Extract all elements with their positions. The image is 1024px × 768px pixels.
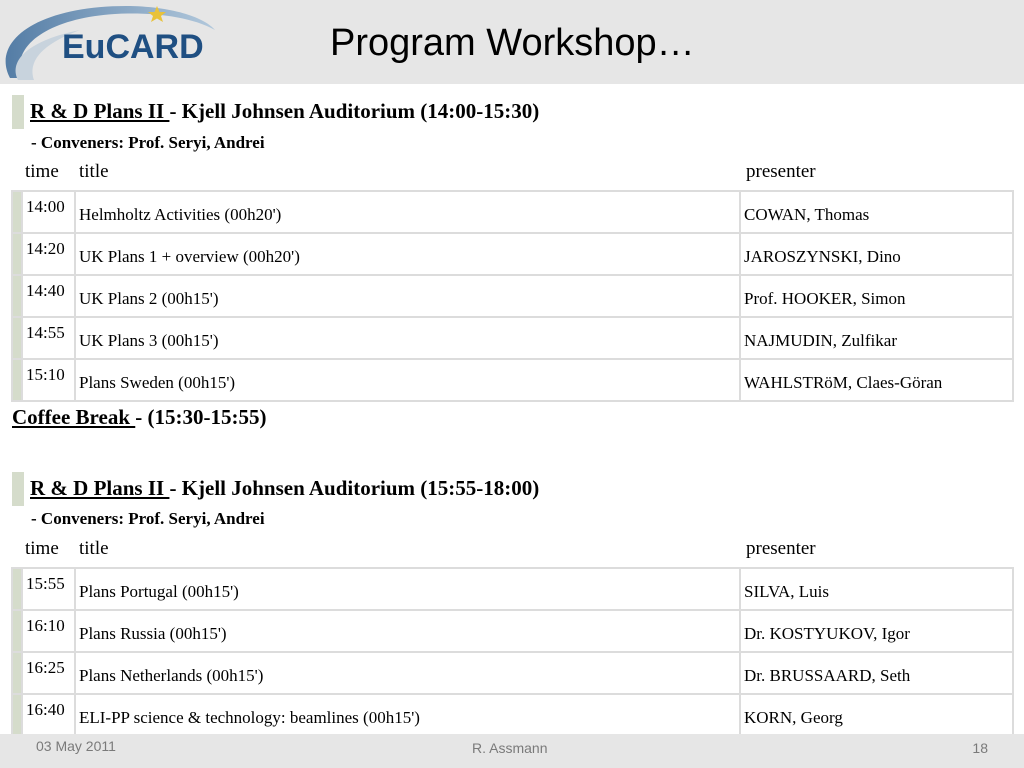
row-presenter: SILVA, Luis xyxy=(740,568,1013,610)
session-marker xyxy=(12,95,24,129)
session-name-link[interactable]: R & D Plans II xyxy=(30,476,170,500)
column-header-time: time xyxy=(25,538,59,559)
coffee-break-link[interactable]: Coffee Break xyxy=(12,405,136,429)
row-time: 16:40 xyxy=(22,694,75,736)
row-presenter: JAROSZYNSKI, Dino xyxy=(740,233,1013,275)
session-location-time: - Kjell Johnsen Auditorium (14:00-15:30) xyxy=(169,99,540,123)
table-row xyxy=(12,359,1013,401)
slide-title: Program Workshop… xyxy=(330,22,695,64)
column-header-title: title xyxy=(79,161,109,182)
column-header-presenter: presenter xyxy=(746,161,816,182)
page-number: 18 xyxy=(972,740,988,756)
table-row xyxy=(12,568,1013,610)
column-header-presenter: presenter xyxy=(746,538,816,559)
row-title: Plans Netherlands (00h15') xyxy=(75,652,740,694)
slide-header xyxy=(0,0,1024,84)
column-header-time: time xyxy=(25,161,59,182)
column-header-title: title xyxy=(79,538,109,559)
row-presenter: COWAN, Thomas xyxy=(740,191,1013,233)
table-row xyxy=(12,233,1013,275)
row-title: UK Plans 3 (00h15') xyxy=(75,317,740,359)
table-row xyxy=(12,694,1013,736)
row-time: 15:55 xyxy=(22,568,75,610)
row-marker xyxy=(12,317,22,359)
coffee-break-heading xyxy=(12,405,266,430)
session-conveners: - Conveners: Prof. Seryi, Andrei xyxy=(31,133,265,152)
row-time: 14:00 xyxy=(22,191,75,233)
row-time: 14:55 xyxy=(22,317,75,359)
row-title: Plans Portugal (00h15') xyxy=(75,568,740,610)
table-row xyxy=(12,317,1013,359)
session-heading xyxy=(12,95,992,129)
row-marker xyxy=(12,275,22,317)
session-name-link[interactable]: R & D Plans II xyxy=(30,99,170,123)
row-title: ELI-PP science & technology: beamlines (00h15') xyxy=(75,694,740,736)
row-time: 14:40 xyxy=(22,275,75,317)
row-marker xyxy=(12,694,22,736)
footer-date: 03 May 2011 xyxy=(36,738,116,754)
row-presenter: WAHLSTRöM, Claes-Göran xyxy=(740,359,1013,401)
slide-footer xyxy=(0,734,1024,768)
row-title: UK Plans 1 + overview (00h20') xyxy=(75,233,740,275)
table-row xyxy=(12,610,1013,652)
eucard-logo xyxy=(0,0,230,84)
row-title: Plans Sweden (00h15') xyxy=(75,359,740,401)
row-title: Helmholtz Activities (00h20') xyxy=(75,191,740,233)
coffee-break-time: - (15:30-15:55) xyxy=(135,405,267,429)
row-marker xyxy=(12,233,22,275)
row-time: 16:25 xyxy=(22,652,75,694)
session-marker xyxy=(12,472,24,506)
session-location-time: - Kjell Johnsen Auditorium (15:55-18:00) xyxy=(169,476,540,500)
row-marker xyxy=(12,359,22,401)
row-time: 14:20 xyxy=(22,233,75,275)
row-presenter: NAJMUDIN, Zulfikar xyxy=(740,317,1013,359)
session-heading xyxy=(12,472,992,506)
row-presenter: Dr. KOSTYUKOV, Igor xyxy=(740,610,1013,652)
timetable-session-1 xyxy=(11,190,1014,402)
row-presenter: Prof. HOOKER, Simon xyxy=(740,275,1013,317)
session-conveners: - Conveners: Prof. Seryi, Andrei xyxy=(31,509,265,528)
row-marker xyxy=(12,610,22,652)
table-row xyxy=(12,191,1013,233)
row-marker xyxy=(12,191,22,233)
timetable-session-2 xyxy=(11,567,1014,737)
footer-author: R. Assmann xyxy=(472,740,548,756)
row-title: UK Plans 2 (00h15') xyxy=(75,275,740,317)
row-marker xyxy=(12,652,22,694)
svg-text:EuCARD: EuCARD xyxy=(62,28,204,66)
row-time: 16:10 xyxy=(22,610,75,652)
row-title: Plans Russia (00h15') xyxy=(75,610,740,652)
table-row xyxy=(12,275,1013,317)
session-title xyxy=(30,99,539,124)
row-presenter: KORN, Georg xyxy=(740,694,1013,736)
row-presenter: Dr. BRUSSAARD, Seth xyxy=(740,652,1013,694)
row-time: 15:10 xyxy=(22,359,75,401)
table-row xyxy=(12,652,1013,694)
session-title xyxy=(30,476,539,501)
row-marker xyxy=(12,568,22,610)
